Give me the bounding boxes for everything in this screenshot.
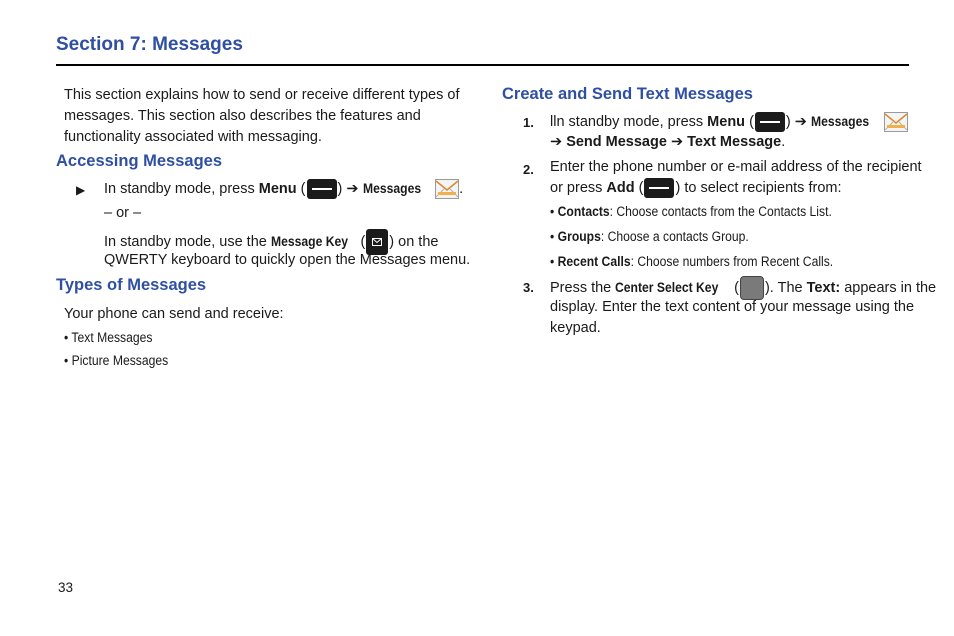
- accessing-step-2-line-2: QWERTY keyboard to quickly open the Messages menu.: [104, 252, 471, 268]
- add-key-icon: [644, 178, 674, 198]
- create-step-1: lln standby mode, press Menu ( ) ➔ Messages: [550, 111, 908, 133]
- add-label: Add: [606, 180, 635, 196]
- send-message-label: Send Message: [566, 134, 667, 150]
- step-number: 2.: [523, 162, 534, 177]
- heading-types-of-messages: Types of Messages: [56, 276, 207, 294]
- list-item: • Recent Calls: Choose numbers from Recent Calls.: [550, 254, 834, 269]
- list-item: • Groups: Choose a contacts Group.: [550, 229, 749, 244]
- accessing-step-1: In standby mode, press Menu ( ) ➔ Messages .: [104, 178, 463, 200]
- menu-label: Menu: [258, 181, 297, 197]
- create-step-3: Press the Center Select Key ( ). The Text: appears in the: [550, 276, 936, 300]
- play-arrow-icon: ▶: [76, 183, 86, 197]
- types-intro: Your phone can send and receive:: [64, 306, 284, 322]
- accessing-step-2: In standby mode, use the Message Key ( ) on the: [104, 229, 438, 255]
- messages-envelope-icon: [435, 179, 459, 199]
- messages-label: Messages: [362, 181, 421, 196]
- intro-line-3: functionality associated with messaging.: [64, 129, 322, 145]
- create-step-2: Enter the phone number or e-mail address of the recipient: [550, 159, 922, 175]
- heading-accessing-messages: Accessing Messages: [56, 152, 223, 170]
- menu-key-icon: [307, 179, 337, 199]
- title-rule: [56, 64, 909, 66]
- messages-envelope-icon: [884, 112, 908, 132]
- menu-label: Menu: [707, 114, 746, 130]
- text-label: Text:: [806, 279, 841, 296]
- create-step-1-line-2: ➔ Send Message ➔ Text Message.: [550, 134, 786, 150]
- list-item: • Picture Messages: [64, 353, 169, 368]
- message-key-label: Message Key: [270, 233, 348, 249]
- list-item: • Contacts: Choose contacts from the Contacts List.: [550, 204, 832, 219]
- create-step-3-line-2: display. Enter the text content of your message using the: [550, 299, 915, 315]
- text-message-label: Text Message: [687, 134, 782, 150]
- create-step-3-line-3: keypad.: [550, 320, 601, 336]
- messages-label: Messages: [810, 114, 870, 129]
- step-number: 3.: [523, 280, 534, 295]
- center-select-key-label: Center Select Key: [615, 279, 719, 295]
- intro-line-2: messages. This section also describes the features and: [64, 108, 421, 124]
- heading-create-send-text: Create and Send Text Messages: [502, 85, 753, 103]
- list-item: • Text Messages: [64, 330, 153, 345]
- page-number: 33: [58, 580, 74, 595]
- step-number: 1.: [523, 115, 534, 130]
- menu-key-icon: [755, 112, 785, 132]
- create-step-2-line-2: or press Add ( ) to select recipients from:: [550, 178, 841, 199]
- intro-line-1: This section explains how to send or receive different types of: [64, 87, 460, 103]
- or-separator: – or –: [104, 205, 142, 221]
- page-title: Section 7: Messages: [56, 34, 243, 55]
